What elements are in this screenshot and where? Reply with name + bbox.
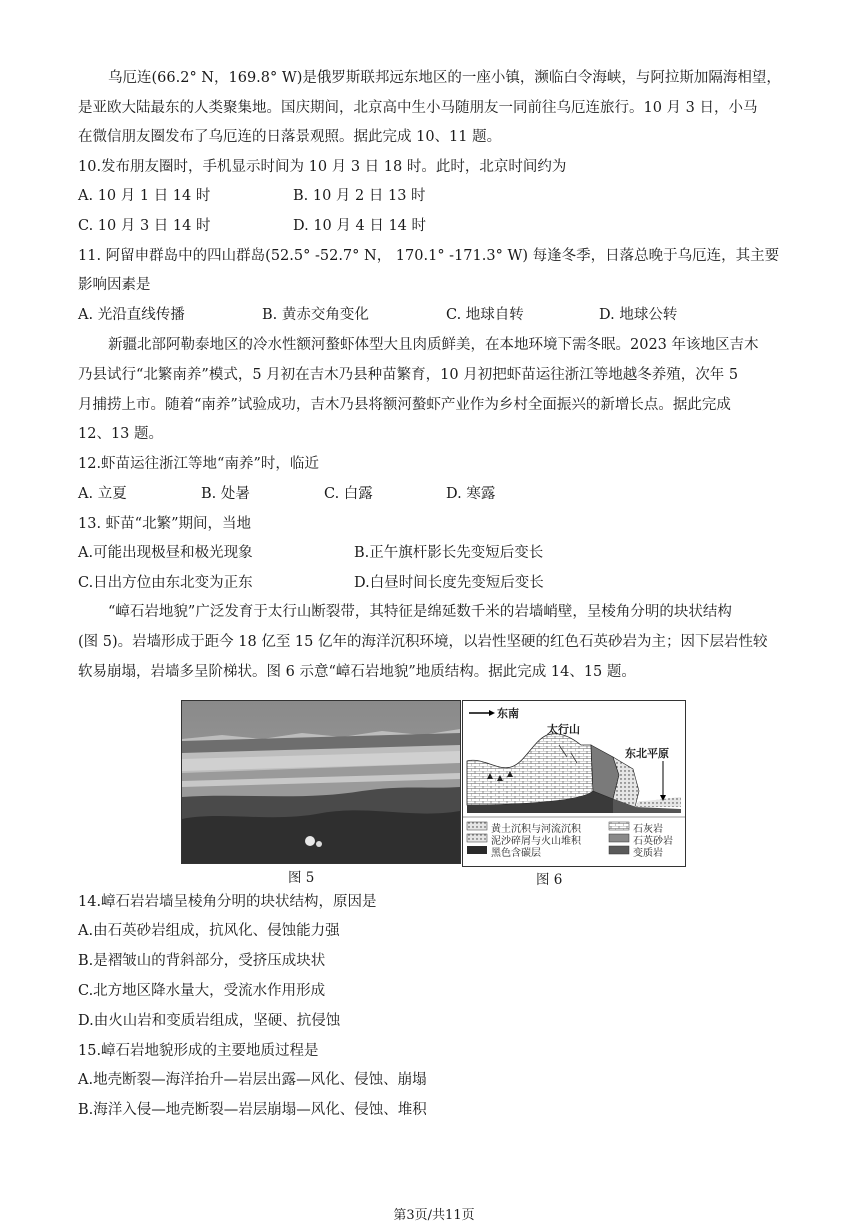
q14-option-c: C.北方地区降水量大，受流水作用形成 (78, 983, 326, 999)
q12-option-d: D. 寒露 (446, 486, 496, 502)
passage-3-line-2: (图 5)。岩墙形成于距今 18 亿至 15 亿年的海洋沉积环境，以岩性坚硬的红色石英砂岩为主；因下层岩性较 (78, 634, 768, 650)
legend-item-2: 石灰岩 (633, 824, 663, 835)
q13-option-a: A.可能出现极昼和极光现象 (78, 545, 253, 561)
passage-1-line-3: 在微信朋友圈发布了乌厄连的日落景观照。据此完成 10、11 题。 (78, 129, 502, 145)
q11-stem-line-1: 11. 阿留申群岛中的四山群岛(52.5° -52.7° N， 170.1° -171.3° W) 每逢冬季，日落总晚于乌厄连，其主要 (78, 248, 780, 264)
cliff-photo-image (182, 701, 460, 863)
legend-item-4: 石英砂岩 (633, 836, 673, 847)
q11-option-b: B. 黄赤交角变化 (262, 307, 369, 323)
q11-option-a: A. 光沿直线传播 (78, 307, 185, 323)
q13-stem: 13. 虾苗“北繁”期间，当地 (78, 516, 251, 532)
passage-3-line-3: 软易崩塌，岩墙多呈阶梯状。图 6 示意“嶂石岩地貌”地质结构。据此完成 14、15 题。 (78, 664, 636, 680)
q13-option-c: C.日出方位由东北变为正东 (78, 575, 253, 591)
legend-item-1: 黄土沉积与河流沉积 (491, 824, 581, 835)
passage-2-line-3: 月捕捞上市。随着“南养”试验成功，吉木乃县将额河螯虾产业作为乡村全面振兴的新增长点。据此完成 (78, 397, 731, 413)
figure-6-diagram (462, 700, 686, 867)
page-number: 第3页/共11页 (393, 1208, 475, 1223)
direction-label: 东南 (497, 707, 519, 720)
q15-option-b: B.海洋入侵—地壳断裂—岩层崩塌—风化、侵蚀、堆积 (78, 1102, 427, 1118)
q11-option-d: D. 地球公转 (599, 307, 678, 323)
passage-1-line-1: 乌厄连(66.2° N，169.8° W)是俄罗斯联邦远东地区的一座小镇，濒临白令海峡，与阿拉斯加隔海相望， (108, 70, 781, 86)
passage-3-line-1: “嶂石岩地貌”广泛发育于太行山断裂带，其特征是绵延数千米的岩墙峭壁，呈棱角分明的块状结构 (108, 604, 732, 620)
legend-item-3: 泥沙碎屑与火山堆积 (491, 836, 581, 847)
passage-1-line-2: 是亚欧大陆最东的人类聚集地。国庆期间，北京高中生小马随朋友一同前往乌厄连旅行。10 月 3 日，小马 (78, 100, 758, 116)
q10-option-b: B. 10 月 2 日 13 时 (293, 188, 426, 204)
q14-stem: 14.嶂石岩岩墙呈棱角分明的块状结构，原因是 (78, 894, 377, 910)
q10-option-a: A. 10 月 1 日 14 时 (78, 188, 211, 204)
q14-option-b: B.是褶皱山的背斜部分，受挤压成块状 (78, 953, 326, 969)
q15-stem: 15.嶂石岩地貌形成的主要地质过程是 (78, 1043, 319, 1059)
passage-2-line-2: 乃县试行“北繁南养”模式，5 月初在吉木乃县种苗繁育，10 月初把虾苗运往浙江等地越冬养殖，次年 5 (78, 367, 739, 383)
q14-option-d: D.由火山岩和变质岩组成，坚硬、抗侵蚀 (78, 1013, 341, 1029)
q11-option-c: C. 地球自转 (446, 307, 524, 323)
northeast-plain-label: 东北平原 (625, 747, 669, 760)
figure-6-caption: 图 6 (536, 872, 563, 888)
q13-option-d: D.白昼时间长度先变短后变长 (354, 575, 544, 591)
q12-stem: 12.虾苗运往浙江等地“南养”时，临近 (78, 456, 319, 472)
taihang-mountain-label: 太行山 (547, 723, 580, 736)
q12-option-c: C. 白露 (324, 486, 373, 502)
q15-option-a: A.地壳断裂—海洋抬升—岩层出露—风化、侵蚀、崩塌 (78, 1072, 427, 1088)
q12-option-a: A. 立夏 (78, 486, 127, 502)
q10-option-d: D. 10 月 4 日 14 时 (293, 218, 426, 234)
q11-stem-line-2: 影响因素是 (78, 277, 151, 293)
q10-stem: 10.发布朋友圈时，手机显示时间为 10 月 3 日 18 时。此时，北京时间约为 (78, 159, 567, 175)
figure-5-caption: 图 5 (288, 870, 315, 886)
passage-2-line-1: 新疆北部阿勒泰地区的冷水性额河螯虾体型大且肉质鲜美，在本地环境下需冬眠。2023 年该地区吉木 (108, 337, 759, 353)
figure-5-photo (181, 700, 461, 864)
legend-item-6: 变质岩 (633, 848, 663, 859)
q14-option-a: A.由石英砂岩组成，抗风化、侵蚀能力强 (78, 923, 340, 939)
q12-option-b: B. 处暑 (201, 486, 250, 502)
q10-option-c: C. 10 月 3 日 14 时 (78, 218, 211, 234)
legend-item-5: 黑色含碳层 (491, 848, 541, 859)
passage-2-line-4: 12、13 题。 (78, 426, 164, 442)
q13-option-b: B.正午旗杆影长先变短后变长 (354, 545, 544, 561)
